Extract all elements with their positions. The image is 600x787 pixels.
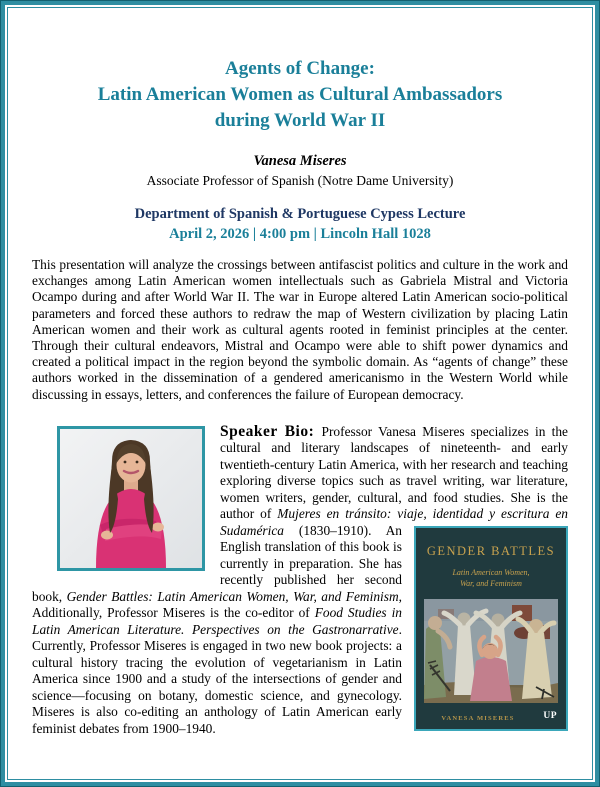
lecture-series-title: Department of Spanish & Portuguese Cypess Lecture bbox=[134, 206, 466, 222]
bio-text-segment: , Additionally, Professor Miseres is the co-editor of bbox=[32, 588, 402, 621]
bio-text-segment: Mujeres en tránsito: viaje, identidad y bbox=[277, 506, 502, 522]
book-cover-inner bbox=[416, 544, 566, 729]
book-cover-painting bbox=[424, 599, 558, 703]
book-subtitle bbox=[416, 567, 566, 589]
speaker-role: Associate Professor of Spanish (Notre Dame University) bbox=[146, 173, 454, 188]
book-subtitle-line1: Latin American Women, bbox=[452, 567, 530, 577]
publisher-logo: UP bbox=[543, 710, 557, 721]
bio-text-segment: Speaker Bio: bbox=[220, 422, 322, 440]
bio-text-segment: escritura en Sudamérica bbox=[220, 506, 568, 538]
title-line-1: Agents of Change: bbox=[225, 58, 375, 79]
page-title bbox=[32, 56, 568, 134]
title-line-2: Latin American Women as Cultural Ambassadors bbox=[97, 84, 503, 105]
book-author: VANESA MISERES bbox=[441, 714, 515, 722]
speaker-bio-section bbox=[32, 424, 568, 738]
lecture-datetime-location: April 2, 2026 | 4:00 pm | Lincoln Hall 1028 bbox=[169, 226, 431, 242]
bio-text-segment: Professor Vanesa Miseres specializes in the cultural and literary landscapes of nineteenth- and early twentieth-century Latin America, with her research and teaching exploring diverse topics such as travel writing, war literature, women writers, gender, cultural, and food studies. She is the author of bbox=[220, 423, 568, 522]
book-title: GENDER BATTLES bbox=[426, 543, 556, 558]
book-subtitle-line2: War, and Feminism bbox=[460, 578, 522, 588]
bio-text-segment: Food Studies in Latin American Literature. Perspectives on the Gastronarrative bbox=[32, 605, 403, 637]
page-content bbox=[8, 8, 592, 779]
book-cover bbox=[414, 526, 568, 731]
speaker-photo bbox=[57, 426, 205, 571]
bio-text-segment: . Currently, Professor Miseres is engaged in two new book projects: a cultural history tracing the evolution of vegetarianism in Latin America since 1900 and a study of the intersections of gender and science—focusing on botany, domestic science, and gynecology. Miseres is also co-editing an anthology of Latin American early feminist debates from 1900–1940. bbox=[32, 621, 402, 736]
book-author-band bbox=[416, 703, 566, 729]
abstract-paragraph: This presentation will analyze the crossings between antifascist politics and culture in the work and exchanges among Latin American women intellectuals such as Gabriela Mistral and Victoria Ocampo during and after World War II. The war in Europe altered Latin American socio-political parameters and forced these authors to redraw the map of Western civilization by placing Latin American women and their work as cultural agents rooted in feminist principles at the center. Through their cultural endeavors, Mistral and Ocampo were able to shift power dynamics and created a political impact in the region beyond the symbolic domain. As “agents of change” these authors worked in the dissemination of a gendered americanismo in the Western World while discussing in essays, letters, and conferences the failure of European democracy. bbox=[32, 257, 568, 402]
bio-text-segment: Gender Battles: Latin American Women, War, and Feminism bbox=[66, 588, 399, 604]
title-line-3: during World War II bbox=[214, 110, 386, 131]
speaker-photo-illustration bbox=[60, 429, 202, 568]
bio-text-segment: (1830–1910). An English translation of this book is currently in preparation. She has recently published her second book, bbox=[32, 522, 402, 604]
speaker-name: Vanesa Miseres bbox=[253, 153, 347, 169]
